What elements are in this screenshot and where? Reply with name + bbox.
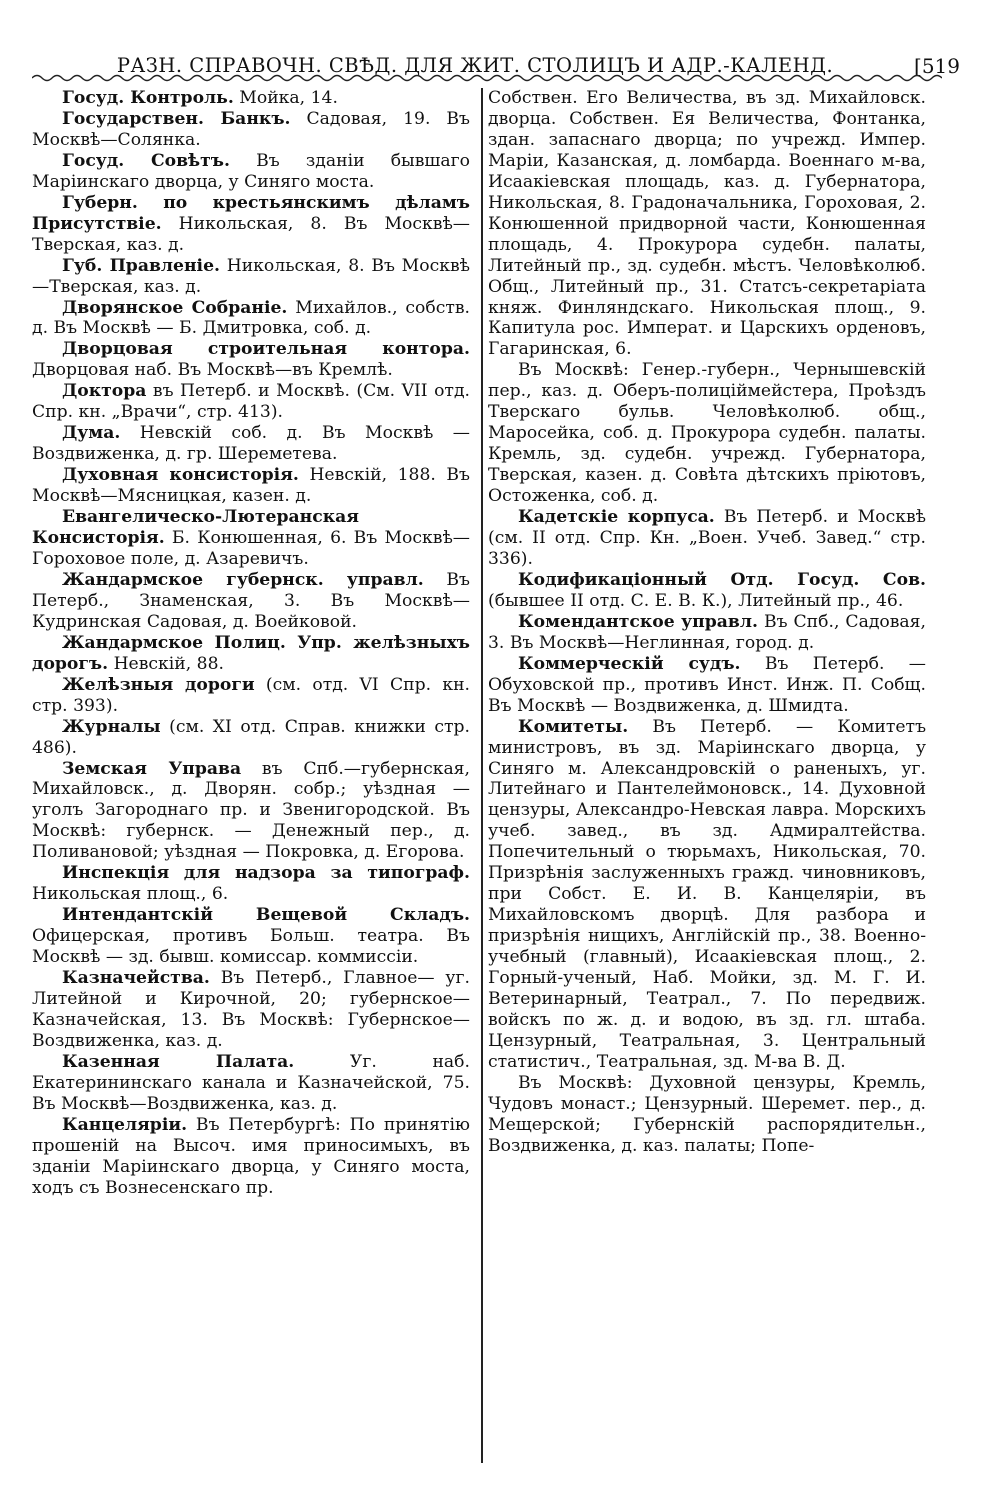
entry-gubern-prisutstvie: Губерн. по крестьянскимъ дѣламъ Присутствіе. Никольская, 8. Въ Москвѣ—Тверская, каз. д. xyxy=(32,192,470,255)
entry-zheleznye-dorogi: Желѣзныя дороги (см. отд. VI Спр. кн. стр. 393). xyxy=(32,674,470,716)
entry-kantselyarii-moskva: Въ Москвѣ: Генер.-губерн., Чернышевскій пер., каз. д. Оберъ-полиціймейстера, Проѣздъ Тверскаго бульв. Человѣколюб. общ., Маросейка, соб. д. Прокурора судебн. палаты. Кремль, зд. судебн. учрежд. Губернатора, Тверская, казен. д. Совѣта дѣтскихъ пріютовъ, Остоженка, соб. д. xyxy=(488,360,926,507)
entry-gos-sovet: Госуд. Совѣтъ. Въ зданіи бывшаго Маріинскаго дворца, у Синяго моста. xyxy=(32,150,470,192)
entry-gos-kontrol: Госуд. Контроль. Мойка, 14. xyxy=(62,88,338,108)
left-column xyxy=(32,88,470,1199)
entry-kaznacheystva: Казначейства. Въ Петерб., Главное— уг. Литейной и Кирочной, 20; губернское—Казначейская, 13. Въ Москвѣ: Губернское—Воздвиженка, каз. д. xyxy=(32,968,470,1051)
column-divider xyxy=(481,88,483,1463)
entry-kadetskie-korpusa: Кадетскіе корпуса. Въ Петерб. и Москвѣ (см. II отд. Спр. Кн. „Воен. Учеб. Завед.“ стр. 336). xyxy=(488,507,926,569)
entry-dukhovnaya-konsistoriya: Духовная консисторія. Невскій, 188. Въ Москвѣ—Мясницкая, казен. д. xyxy=(32,465,470,507)
entry-dvoryanskoe-sobranie: Дворянское Собраніе. Михайлов., собств. д. Въ Москвѣ — Б. Дмитровка, соб. д. xyxy=(32,297,470,339)
entry-zhandarm-gubern: Жандармское губернск. управл. Въ Петерб., Знаменская, 3. Въ Москвѣ—Кудринская Садовая, д. Воейковой. xyxy=(32,569,470,632)
entry-duma: Дума. Невскій соб. д. Въ Москвѣ — Воздвиженка, д. гр. Шереметева. xyxy=(32,423,470,465)
entry-komitety: Комитеты. Въ Петерб. — Комитетъ министровъ, въ зд. Маріинскаго дворца, у Синяго м. Александровскій о раненыхъ, уг. Литейнаго и Пантелеймоновск., 14. Духовной цензуры, Александро-Невская лавра. Морскихъ учеб. завед., въ зд. Адмиралтейства. Попечительный о тюрьмахъ, Никольская, 70. Призрѣнія заслуженныхъ гражд. чиновниковъ, при Собст. Е. И. В. Канцеляріи, въ Михайловскомъ дворцѣ. Для разбора и призрѣнія нищихъ, Англійскій пр., 38. Военно-учебный (главный), Исаакіевская площ., 2. Горный-ученый, Наб. Мойки, зд. М. Г. И. Ветеринарный, Театрал., 7. По передвиж. войскъ по ж. д. и водою, въ зд. гл. штаба. Цензурный, Театральная, 3. Центральный статистич., Театральная, зд. М-ва В. Д. xyxy=(488,716,926,1072)
entry-kazennaya-palata: Казенная Палата. Уг. наб. Екатерининскаго канала и Казначейской, 75. Въ Москвѣ—Воздвиженка, каз. д. xyxy=(32,1051,470,1114)
entry-gub-pravlenie: Губ. Правленіе. Никольская, 8. Въ Москвѣ—Тверская, каз. д. xyxy=(32,255,470,297)
entry-inspektsiya: Инспекція для надзора за типограф. Никольская площ., 6. xyxy=(32,863,470,905)
page-number: [519 xyxy=(914,54,960,78)
entry-intendantskiy-sklad: Интендантскій Вещевой Складъ. Офицерская, противъ Больш. театра. Въ Москвѣ — зд. бывш. комиссар. коммиссіи. xyxy=(32,905,470,968)
entry-kodifikatsionnyy-otd: Кодификаціонный Отд. Госуд. Сов. (бывшее II отд. С. Е. В. К.), Литейный пр., 46. xyxy=(488,569,926,611)
entry-evang-lyut-konsistoriya: Евангелическо-Лютеранская Консисторія. Б. Конюшенная, 6. Въ Москвѣ—Гороховое поле, д. Азаревичъ. xyxy=(32,507,470,569)
entry-gos-bank: Государствен. Банкъ. Садовая, 19. Въ Москвѣ—Солянка. xyxy=(32,108,470,150)
right-column xyxy=(488,88,926,1157)
entry-komendantskoe-upravl: Комендантское управл. Въ Спб., Садовая, 3. Въ Москвѣ—Неглинная, город. д. xyxy=(488,611,926,653)
entry-dvortsovaya-kontora: Дворцовая строительная контора. Дворцовая наб. Въ Москвѣ—въ Кремлѣ. xyxy=(32,339,470,381)
entry-zhandarm-polits: Жандармское Полиц. Упр. желѣзныхъ дорогъ. Невскій, 88. xyxy=(32,632,470,674)
entry-doktora: Доктора въ Петерб. и Москвѣ. (См. VII отд. Спр. кн. „Врачи“, стр. 413). xyxy=(32,381,470,423)
wavy-rule xyxy=(32,72,942,84)
entry-zhurnaly: Журналы (см. XI отд. Справ. книжки стр. 486). xyxy=(32,716,470,758)
entry-kantselyarii-continued: Собствен. Его Величества, въ зд. Михайловск. дворца. Собствен. Ея Величества, Фонтанка, здан. запаснаго дворца; по учрежд. Импер. Маріи, Казанская, д. ломбарда. Военнаго м-ва, Исаакіевская площадь, каз. д. Губернатора, Никольская, 8. Градоначальника, Гороховая, 2. Конюшенной придворной части, Конюшенная площадь, 4. Прокурора судебн. палаты, Литейный пр., зд. судебн. мѣстъ. Человѣколюб. Общ., Литейный пр., 31. Статсъ-секретаріата княж. Финляндскаго. Никольская площ., 9. Капитула рос. Императ. и Царскихъ орденовъ, Гагаринская, 6. xyxy=(488,88,926,360)
running-title: РАЗН. СПРАВОЧН. СВѢД. ДЛЯ ЖИТ. СТОЛИЦЪ И АДР.-КАЛЕНД. xyxy=(116,54,834,77)
entry-zemskaya-uprava: Земская Управа въ Спб.—губернская, Михайловск., д. Дворян. собр.; уѣздная — уголъ Загороднаго пр. и Звенигородской. Въ Москвѣ: губернск. — Денежный пер., д. Поливановой; уѣздная — Покровка, д. Егорова. xyxy=(32,758,470,863)
entry-kommercheskiy-sud: Коммерческій судъ. Въ Петерб. — Обуховской пр., противъ Инст. Инж. П. Собщ. Въ Москвѣ — Воздвиженка, д. Шмидта. xyxy=(488,653,926,716)
entry-komitety-moskva: Въ Москвѣ: Духовной цензуры, Кремль, Чудовъ монаст.; Цензурный. Шеремет. пер., д. Мещерской; Губернскій распорядительн., Воздвиженка, д. каз. палаты; Попе- xyxy=(488,1072,926,1156)
entry-kantselyarii: Канцеляріи. Въ Петербургѣ: По принятію прошеній на Высоч. имя приносимыхъ, въ зданіи Маріинскаго дворца, у Синяго моста, ходъ съ Вознесенскаго пр. xyxy=(32,1114,470,1198)
